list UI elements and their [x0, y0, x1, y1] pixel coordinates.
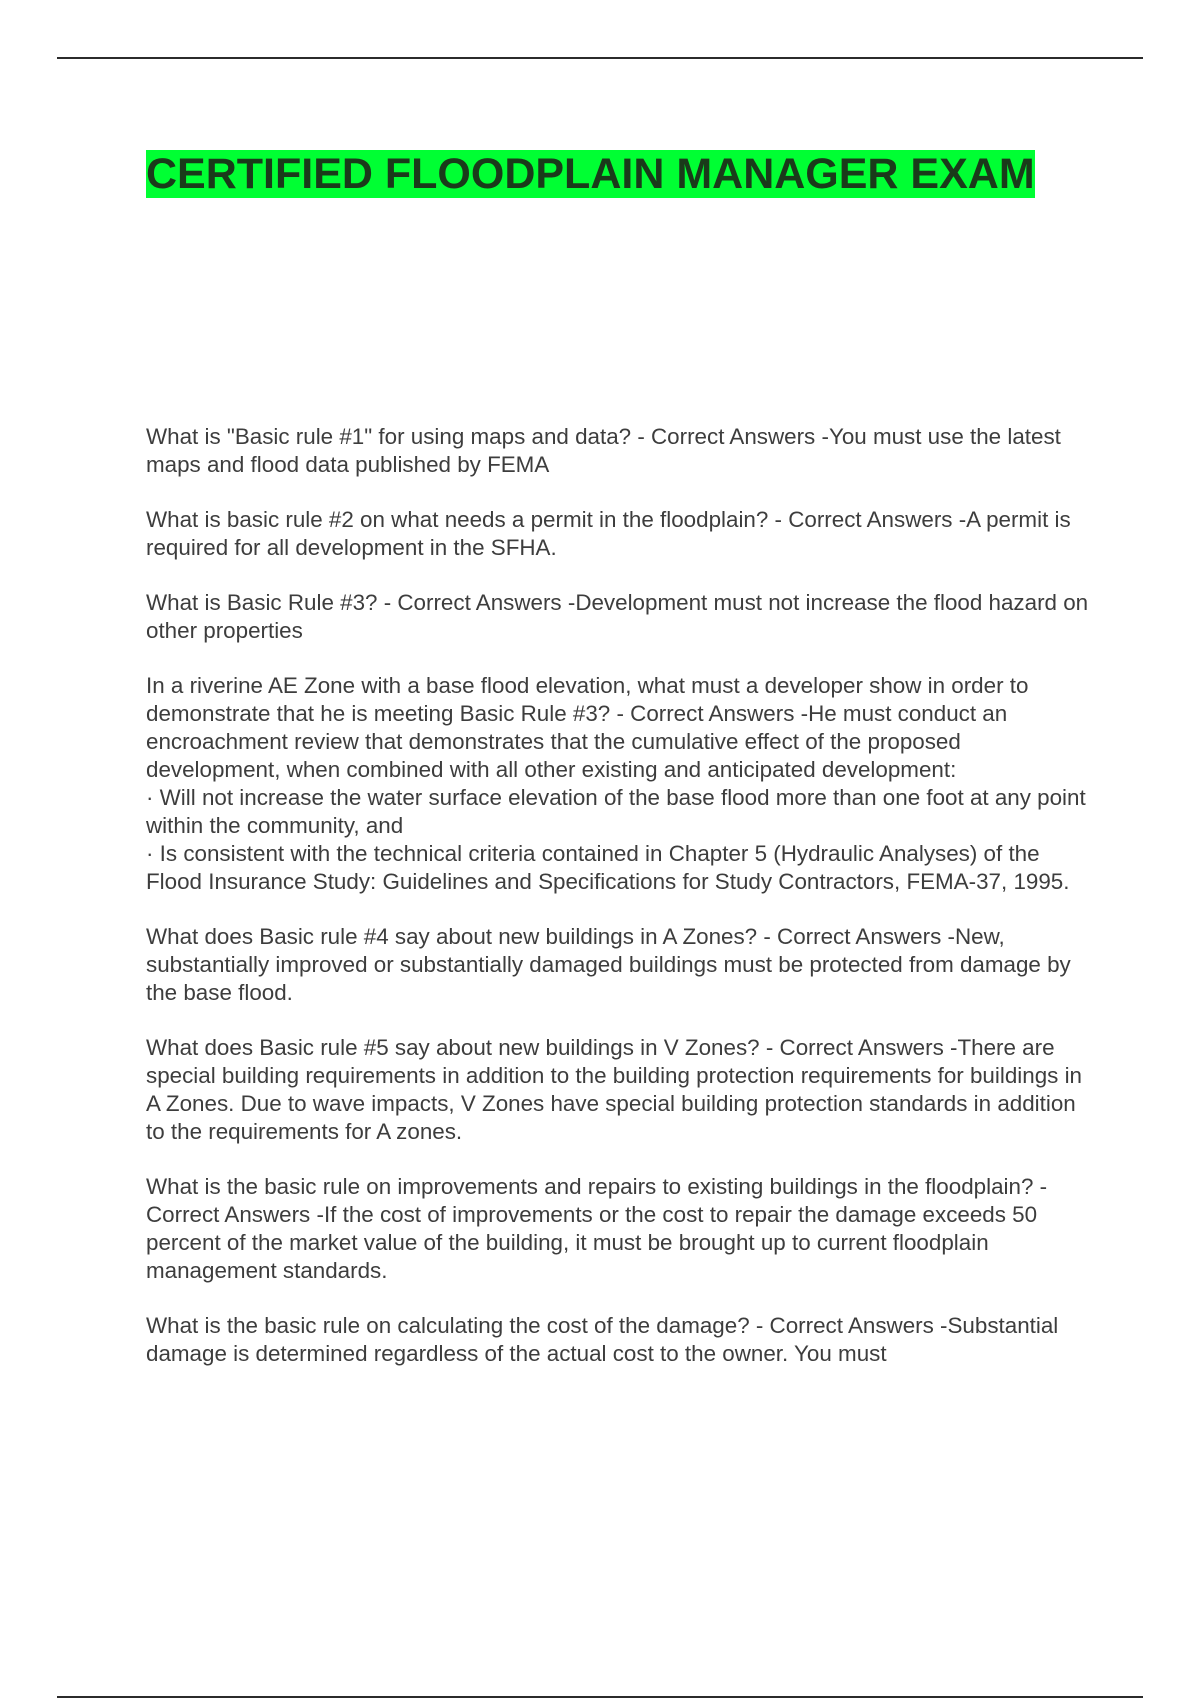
qa-item — [146, 589, 1091, 645]
answer-separator: - Correct Answers - — [749, 1313, 948, 1338]
question-text: What does Basic rule #4 say about new buildings in A Zones? — [146, 924, 758, 949]
question-text: What is the basic rule on improvements and repairs to existing buildings in the floodplain? — [146, 1174, 1034, 1199]
answer-separator: - Correct Answers - — [610, 701, 809, 726]
answer-separator: - Correct Answers - — [757, 924, 955, 949]
answer-text: If the cost of improvements or the cost to repair the damage exceeds 50 percent of the market value of the building, it must be brought up to current floodplain management standards. — [146, 1202, 1038, 1283]
answer-text: You must use the latest maps and flood data published by FEMA — [146, 424, 1061, 477]
bullet-item: · Will not increase the water surface elevation of the base flood more than one foot at any point within the community, and — [146, 785, 1086, 838]
bullet-item: · Is consistent with the technical criteria contained in Chapter 5 (Hydraulic Analyses) of the Flood Insurance Study: Guidelines and Specifications for Study Contractors, FEMA-37, 1995. — [146, 841, 1070, 894]
answer-text: Development must not increase the flood hazard on other properties — [146, 590, 1089, 643]
answer-text: Substantial damage is determined regardless of the actual cost to the owner. You must — [146, 1313, 1059, 1366]
answer-separator: - Correct Answers - — [146, 1174, 1048, 1227]
bottom-rule — [57, 1696, 1143, 1698]
answer-text: There are special building requirements in addition to the building protection requirements for buildings in A Zones. Due to wave impacts, V Zones have special building protection standards in addition to the requirements for A zones. — [146, 1035, 1082, 1144]
qa-item — [146, 1173, 1091, 1285]
qa-item — [146, 506, 1091, 562]
question-text: What is Basic Rule #3? — [146, 590, 378, 615]
answer-text: He must conduct an encroachment review that demonstrates that the cumulative effect of the proposed development, when combined with all other existing and anticipated development: — [146, 701, 1008, 782]
qa-item — [146, 672, 1091, 896]
question-text: What does Basic rule #5 say about new buildings in V Zones? — [146, 1035, 760, 1060]
question-text: What is the basic rule on calculating the cost of the damage? — [146, 1313, 750, 1338]
answer-text: New, substantially improved or substantially damaged buildings must be protected from damage by the base flood. — [146, 924, 1071, 1005]
answer-separator: - Correct Answers - — [768, 507, 967, 532]
qa-item — [146, 923, 1091, 1007]
qa-list — [146, 423, 1091, 1395]
title-highlight: CERTIFIED FLOODPLAIN MANAGER EXAM — [146, 150, 1035, 198]
qa-item — [146, 1034, 1091, 1146]
top-rule — [57, 57, 1143, 59]
qa-item — [146, 423, 1091, 479]
question-text: What is "Basic rule #1" for using maps and data? — [146, 424, 632, 449]
answer-separator: - Correct Answers - — [631, 424, 829, 449]
answer-text: A permit is required for all development in the SFHA. — [146, 507, 1071, 560]
question-text: What is basic rule #2 on what needs a permit in the floodplain? — [146, 507, 769, 532]
qa-item — [146, 1312, 1091, 1368]
answer-separator: - Correct Answers - — [759, 1035, 958, 1060]
answer-separator: - Correct Answers - — [377, 590, 576, 615]
page-title — [146, 146, 1046, 203]
question-text: In a riverine AE Zone with a base flood elevation, what must a developer show in order to demonstrate that he is meeting Basic Rule #3? — [146, 673, 1029, 726]
